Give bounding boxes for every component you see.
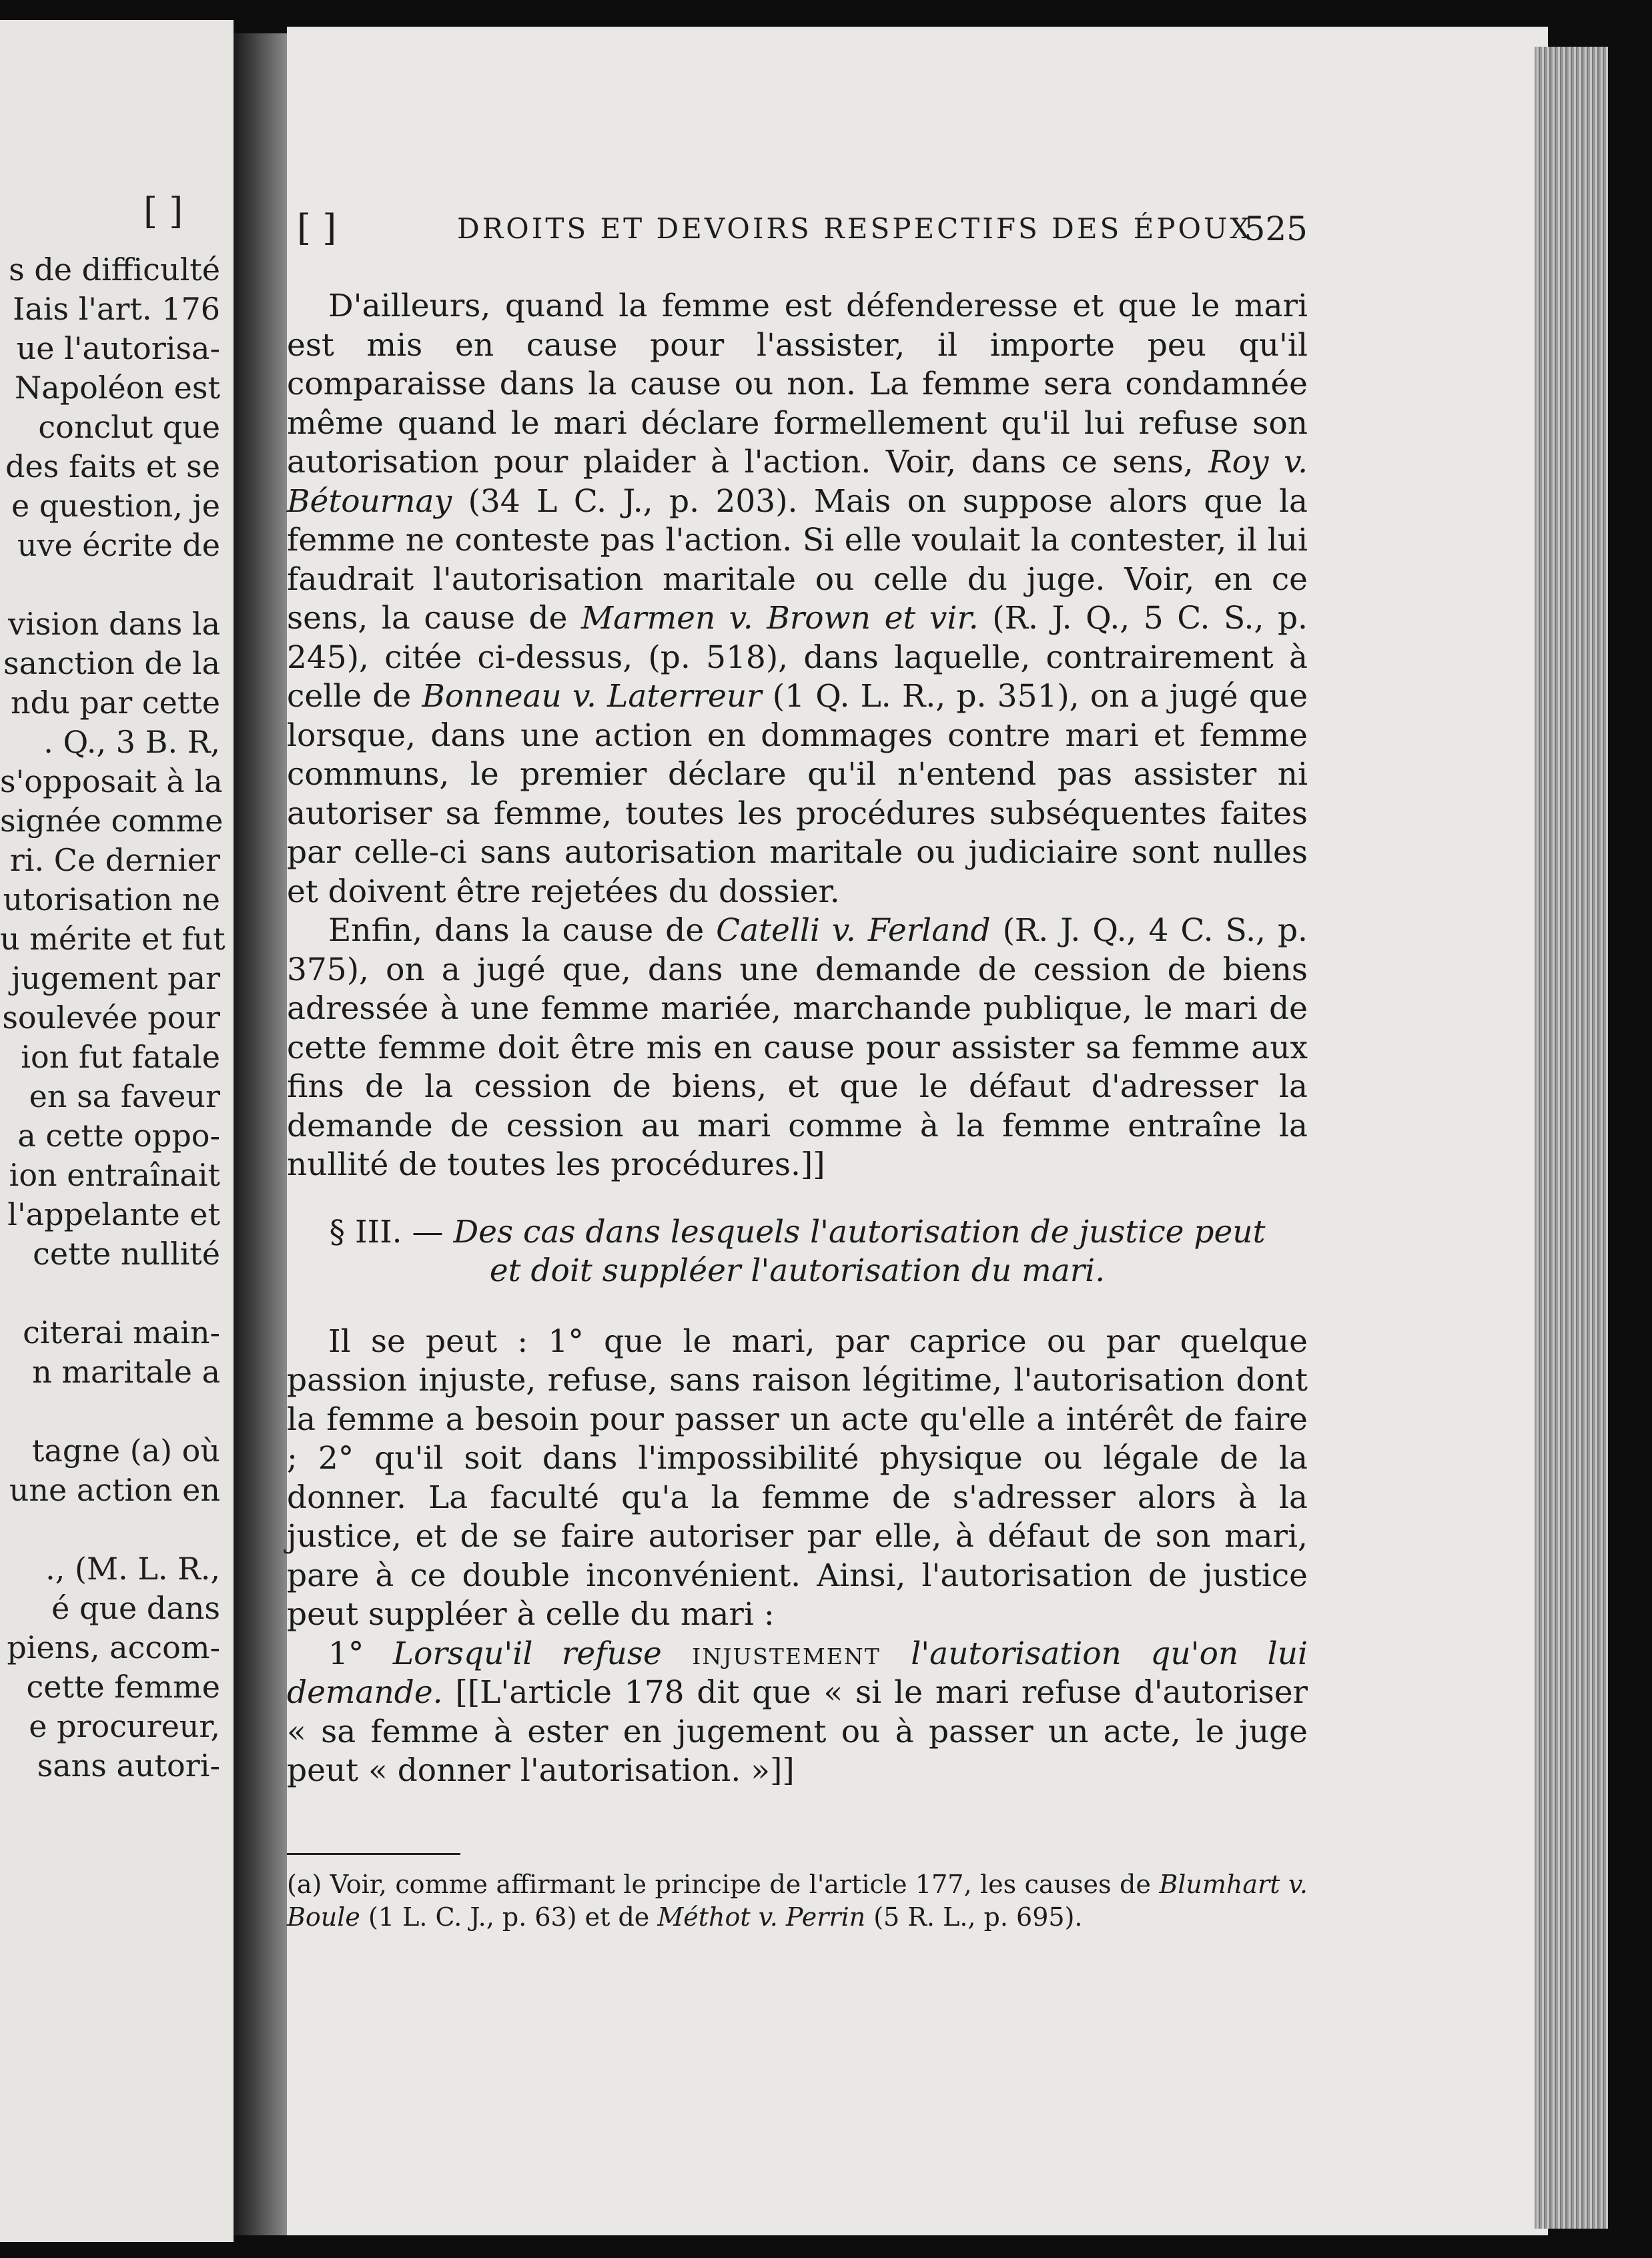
paragraph-1: D'ailleurs, quand la femme est défenderesse et que le mari est mis en cause pour l'assister, il importe peu qu'il comparaisse dans la cause ou non. La femme sera condamnée même quand le mari déclare formellement qu'il lui refuse son autorisation pour plaider à l'action. Voir, dans ce sens, Roy v. Bétournay (34 L C. J., p. 203). Mais on suppose alors que la femme ne conteste pas l'action. Si elle voulait la contester, il lui faudrait l'autorisation maritale ou celle du juge. Voir, en ce sens, la cause de Marmen v. Brown et vir. (R. J. Q., 5 C. S., p. 245), citée ci-dessus, (p. 518), dans laquelle, contrairement à celle de Bonneau v. Laterreur (1 Q. L. R., p. 351), on a jugé que lorsque, dans une action en dommages contre mari et femme communs, le premier déclare qu'il n'entend pas assister ni autoriser sa femme, toutes les procédures subséquentes faites par celle-ci sans autorisation maritale ou judiciaire sont nulles et doivent être rejetées du dossier.	[287, 288, 1308, 910]
footnote: (a) Voir, comme affirmant le principe de l'article 177, les causes de Blumhart v. Boule (1 L. C. J., p. 63) et de Méthot v. Perrin (5 R. L., p. 695).	[287, 1870, 1308, 1932]
facing-page-line: l'appelante et	[7, 1196, 220, 1232]
paragraph-3: Il se peut : 1° que le mari, par caprice ou par quelque passion injuste, refuse, sans raison légitime, l'autorisation dont la femme a besoin pour passer un acte qu'elle a intérêt de faire ; 2° qu'il soit dans l'impossibilité physique ou légale de la donner. La faculté qu'a la femme de s'adresser alors à la justice, et de se faire autoriser par elle, à défaut de son mari, pare à ce double inconvénient. Ainsi, l'autorisation de justice peut suppléer à celle du mari :	[287, 1323, 1308, 1633]
facing-page-line: ri. Ce dernier	[9, 842, 220, 878]
facing-page-line: jugement par	[11, 960, 220, 996]
facing-page-line: . Q., 3 B. R,	[43, 724, 220, 760]
footnote-rule	[287, 1853, 460, 1855]
facing-page-line: cette femme	[26, 1669, 220, 1705]
facing-page-line: sanction de la	[3, 645, 220, 681]
facing-page-line: utorisation ne	[3, 881, 220, 917]
facing-page-line: e question, je	[11, 488, 220, 524]
case-citation: Méthot v. Perrin	[657, 1902, 866, 1932]
header-title: DROITS ET DEVOIRS RESPECTIFS DES ÉPOUX	[457, 212, 1253, 245]
facing-page-line: cette nullité	[33, 1236, 220, 1272]
facing-page-line: uve écrite de	[17, 527, 220, 563]
facing-page-line: vision dans la	[8, 606, 220, 642]
facing-page-line: tagne (a) où	[31, 1433, 220, 1469]
page-number: 525	[1244, 210, 1308, 248]
facing-page-line: signée comme	[0, 803, 224, 839]
case-citation: Bonneau v. Laterreur	[422, 678, 762, 715]
facing-page-line: soulevée pour	[2, 1000, 220, 1036]
running-header	[297, 207, 1308, 254]
facing-page-line: une action en	[9, 1472, 220, 1508]
facing-page-line: s de difficulté	[9, 252, 220, 288]
book-gutter	[234, 33, 287, 2235]
case-citation: Roy v. Bétournay	[287, 444, 1308, 520]
facing-page-line: ue l'autorisa-	[16, 330, 220, 366]
paragraph-4: 1° Lorsqu'il refuse injustement l'autorisation qu'on lui demande. [[L'article 178 dit que « si le mari refuse d'autoriser « sa femme à ester en jugement ou à passer un acte, le juge peut « donner l'autorisation. »]]	[287, 1635, 1308, 1789]
facing-page-line: en sa faveur	[29, 1078, 220, 1114]
facing-page-line: a cette oppo-	[17, 1118, 220, 1154]
facing-page-line: u mérite et fut	[0, 921, 226, 957]
facing-page-line: des faits et se	[5, 448, 220, 484]
section-heading: § III. — Des cas dans lesquels l'autorisation de justice peut et doit suppléer l'autorisation du mari.	[329, 1213, 1266, 1289]
facing-page-line: piens, accom-	[7, 1629, 220, 1665]
facing-page-line: ion fut fatale	[21, 1039, 220, 1075]
case-citation: Marmen v. Brown et vir.	[580, 600, 979, 637]
case-citation: Blumhart v. Boule	[287, 1870, 1308, 1932]
facing-page-line: n maritale a	[32, 1354, 220, 1390]
facing-page-line: Iais l'art. 176	[13, 291, 220, 327]
case-citation: Catelli v. Ferland	[716, 912, 991, 949]
facing-page-line: é que dans	[51, 1590, 220, 1626]
page-edges	[1535, 47, 1608, 2229]
facing-page-line: s'opposait à la	[0, 763, 223, 799]
facing-page-line: ndu par cette	[11, 685, 220, 721]
facing-page-line: ion entraînait	[9, 1157, 220, 1193]
facing-page	[0, 20, 234, 2242]
facing-page-line: citerai main-	[23, 1314, 220, 1351]
page-body	[287, 287, 1308, 1791]
facing-page-line: e procureur,	[29, 1708, 220, 1744]
facing-page-mark: [ ]	[143, 190, 183, 232]
header-bracket: [ ]	[297, 207, 337, 249]
facing-page-line: conclut que	[38, 409, 220, 445]
facing-page-line: ., (M. L. R.,	[45, 1551, 220, 1587]
paragraph-2: Enfin, dans la cause de Catelli v. Ferland (R. J. Q., 4 C. S., p. 375), on a jugé que, dans une demande de cession de biens adressée à une femme mariée, marchande publique, le mari de cette femme doit être mis en cause pour assister sa femme aux fins de la cession de biens, et que le défaut d'adresser la demande de cession au mari comme à la femme entraîne la nullité de toutes les procédures.]]	[287, 912, 1308, 1183]
facing-page-line: sans autori-	[37, 1748, 220, 1784]
facing-page-line: Napoléon est	[14, 370, 220, 406]
